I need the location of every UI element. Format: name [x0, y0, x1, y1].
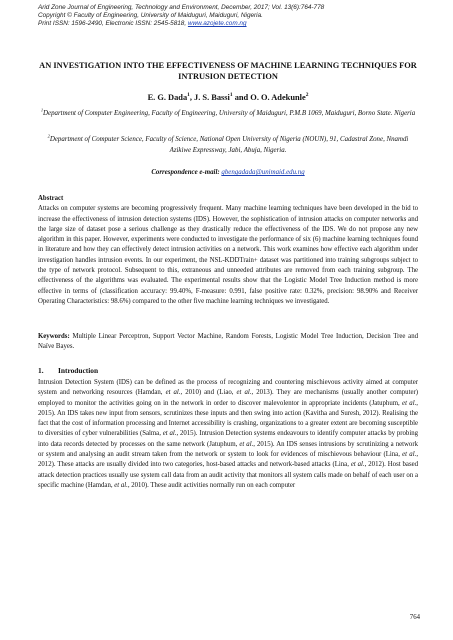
affiliation-2-mark: 2: [47, 133, 50, 139]
author-1-affil-mark: 1: [187, 92, 190, 99]
introduction-text-run: , 2013). They are mechanisms (usually another computer) employed to monitor the activities going on in the network in order to discover malevolentor in appropriate incidents (Jatuphum,: [38, 389, 419, 407]
correspondence-email-link[interactable]: gbengadada@unimaid.edu.ng: [221, 169, 305, 176]
journal-header-line-1: Arid Zone Journal of Engineering, Technology and Environment, December, 2017; Vol. 13(6):764-778: [38, 4, 325, 11]
keywords-text: Multiple Linear Perceptron, Support Vector Machine, Random Forests, Logistic Model Tree Induction, Decision Tree and Naïve Bayes.: [38, 333, 418, 351]
affiliation-2-text: Department of Computer Science, Faculty of Science, National Open University of Nigeria (NOUN), 91, Cadastral Zone, Nnamdi Azikiwe Expressway, Jabi, Abuja, Nigeria.: [49, 136, 409, 154]
citation-et-al: et al.: [402, 399, 417, 407]
abstract-body: Attacks on computer systems are becoming progressively frequent. Many machine learning techniques have been developed in the bid to increase the effectiveness of intrusion detection systems (IDS). However, the sophistication of intrusion attacks on computer networks and the large size of dataset pose a serious challenge as they drastically reduce the effectiveness of the IDS. We do not propose any new algorithm in this paper. However, experiments were conducted to investigate the performance of six (6) machine learning techniques found in literature and how they can effectively detect intrusion activities on a network. This work examines how effective each algorithm under investigation handles intrusion events. In our experiment, the NSL-KDDTrain+ dataset was partitioned into training subgroups subject to the type of network protocol. Subsequent to this, extraneous and unneeded attributes are removed from each training subgroup. The effectiveness of the algorithms was evaluated. The experimental results show that the Logistic Model Tree Induction method is more effective in terms of (classification accuracy: 99.40%, F-measure: 0.991, false positive rate: 0.32%, precision: 98.90% and Receiver Operating Characteristics: 98.6%) compared to the other five machine learning techniques we investigated.: [38, 205, 418, 305]
introduction-text-run: , 2010) and (Liao,: [180, 389, 237, 397]
citation-et-al: et al.: [350, 461, 365, 469]
abstract-section: [38, 194, 418, 307]
affiliation-1-mark: 1: [40, 107, 44, 113]
introduction-text-run: , 2015). Intrusion Detection systems endeavours to identify computer attacks by probing into data records detected by processes on the same network (Jatuphum,: [38, 430, 419, 448]
affiliation-1: [38, 108, 418, 119]
journal-header-line-3: [38, 20, 418, 28]
section-heading-introduction: [38, 366, 418, 376]
introduction-text-run: , 2012). These attacks are usually divided into two categories, host-based attacks and network-based attacks (Lina,: [38, 451, 419, 469]
introduction-text-run: , 2012). Host based attack detection practices usually use system call data from an audit activity that monitors all system calls made on behalf of each user on a specific machine (Hamdan,: [38, 461, 419, 489]
citation-et-al: et al.: [165, 389, 181, 397]
section-number: 1.: [38, 366, 44, 375]
introduction-text-run: , 2015). An IDS takes new input from sensors, scrutinizes these inputs and then swing into action (Kavitha and Suresh, 2012). Realising the fact that the cost of information processing and Internet accessibility is crashing, organizations to a greater extent are becoming susceptible to diversities of cyber vulnerabilities (Salma,: [38, 399, 418, 438]
page-number: 764: [409, 614, 420, 621]
section-title: Introduction: [58, 366, 99, 375]
citation-et-al: et al.: [162, 430, 177, 438]
keywords-label: Keywords:: [38, 333, 70, 340]
author-2-affil-mark: 1: [229, 92, 233, 99]
keywords-section: [38, 332, 418, 353]
citation-et-al: et al.: [236, 389, 252, 397]
affiliation-1-text: Department of Computer Engineering, Faculty of Engineering, University of Maiduguri, P.M.B 1069, Maiduguri, Borno State. Nigeria: [43, 110, 416, 117]
correspondence-label: Correspondence e-mail:: [151, 169, 222, 176]
journal-header-line-2: Copyright © Faculty of Engineering, University of Maiduguri, Maiduguri, Nigeria.: [38, 12, 263, 20]
paper-title: AN INVESTIGATION INTO THE EFFECTIVENESS OF MACHINE LEARNING TECHNIQUES FOR INTRUSION DETECTION: [39, 61, 417, 81]
introduction-text-run: , 2010). These audit activities normally run on each computer: [127, 481, 296, 489]
citation-et-al: et al.: [239, 440, 254, 448]
introduction-body: [38, 378, 418, 491]
journal-url-link[interactable]: www.azojete.com.ng: [187, 20, 247, 28]
author-2: , J. S. Bassi: [189, 93, 230, 102]
correspondence-line: [38, 168, 418, 178]
issn-text: Print ISSN: 1596-2490, Electronic ISSN: 2545-5818,: [38, 20, 188, 28]
citation-et-al: et al.: [402, 451, 417, 459]
abstract-heading: Abstract: [38, 195, 64, 202]
author-3: and O. O. Adekunle: [232, 93, 306, 102]
author-list: [38, 92, 418, 103]
affiliation-2: [38, 134, 418, 156]
journal-header: [38, 4, 418, 29]
introduction-text-run: Intrusion Detection System (IDS) can be defined as the process of recognizing and countering mischievous activity aimed at computer system and networking resources (Hamdan,: [38, 379, 418, 397]
introduction-text-run: , 2015). An IDS senses intrusions by scrutinizing a network or system and analysing an audit stream taken from the network or system to look for evidences of mischievous behaviour (Lina,: [38, 440, 418, 459]
author-1: E. G. Dada: [147, 93, 188, 102]
author-3-affil-mark: 2: [305, 92, 309, 99]
citation-et-al: et al.: [114, 481, 128, 489]
